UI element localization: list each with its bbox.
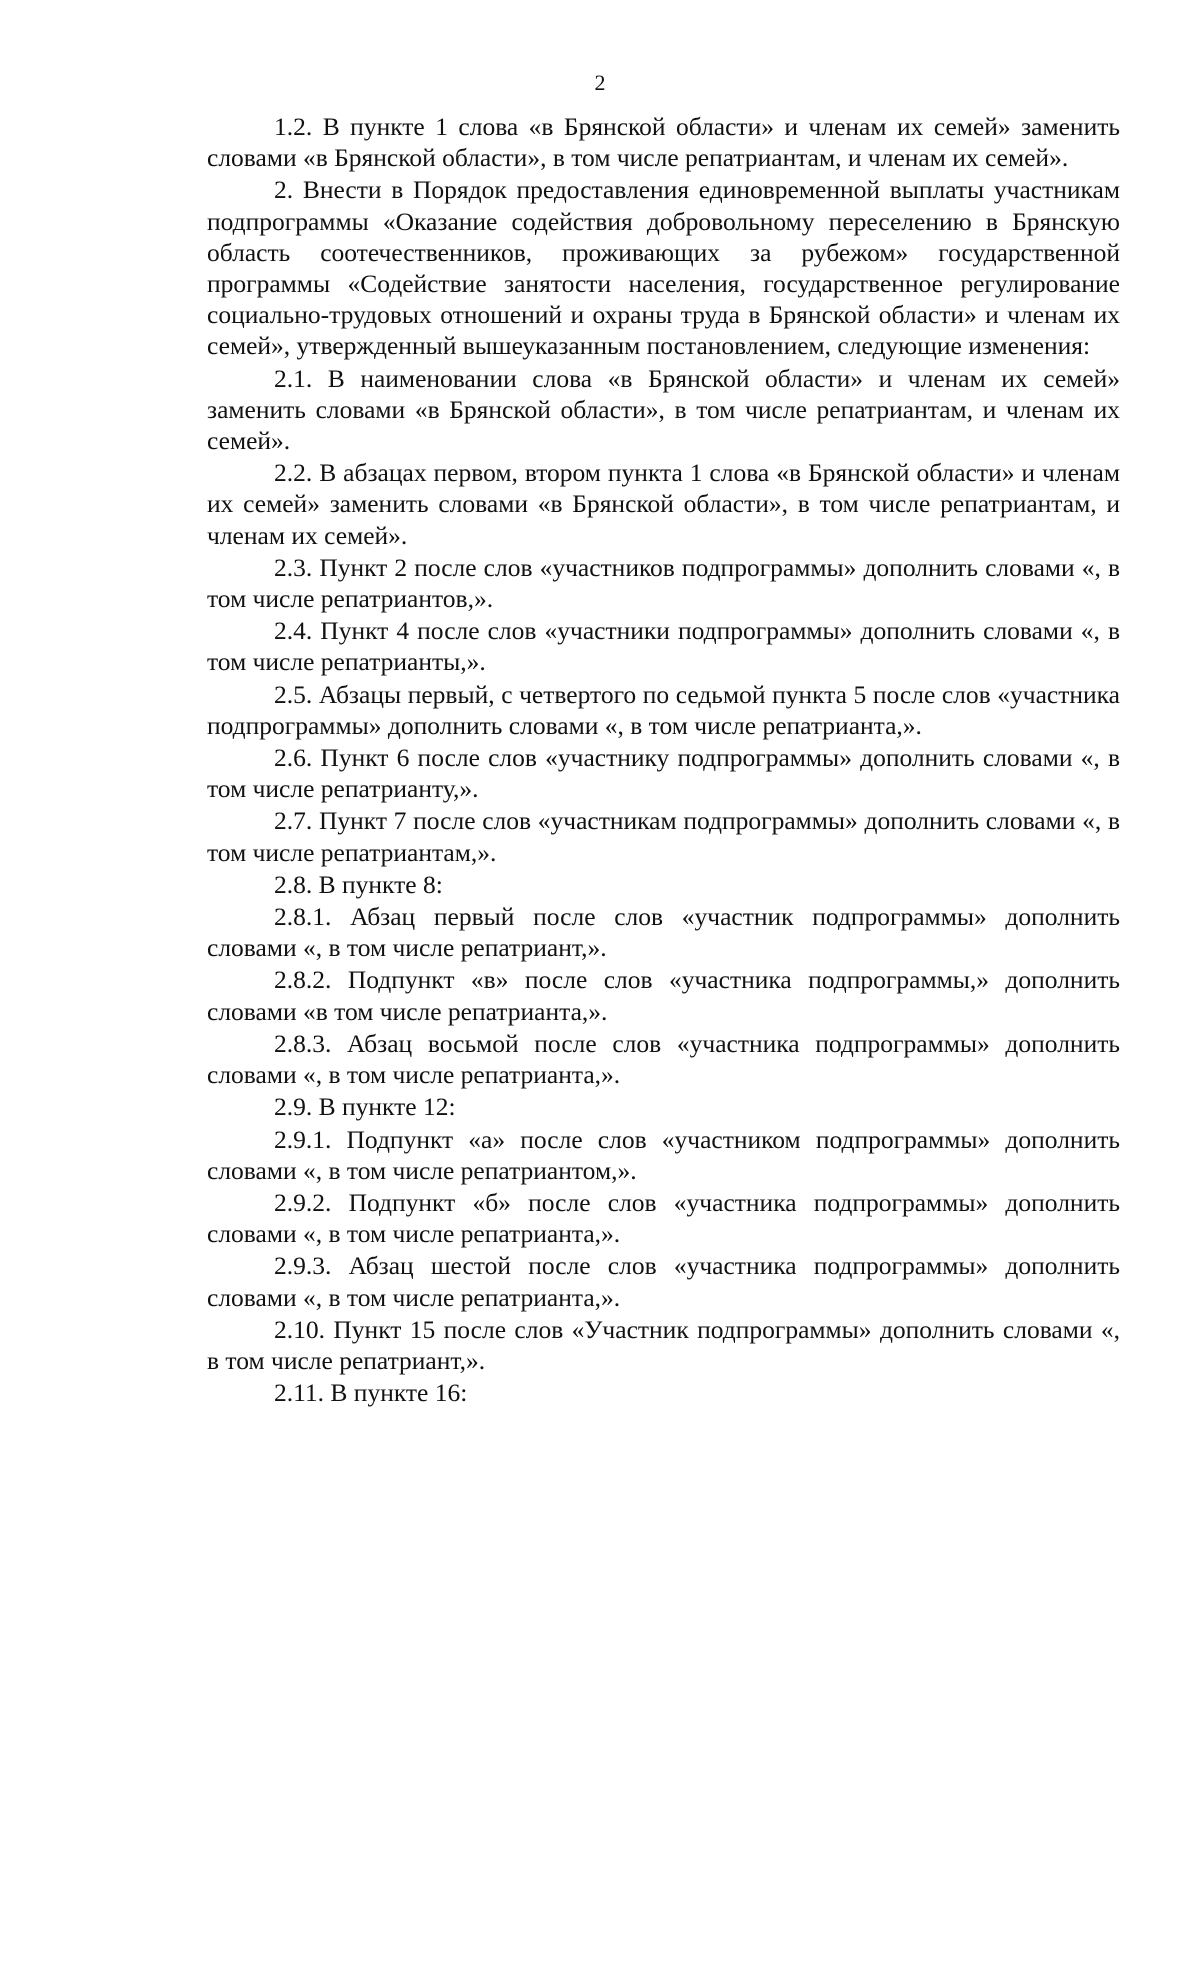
paragraph-2-10: 2.10. Пункт 15 после слов «Участник подпрограммы» дополнить словами «, в том числе репатриант,». — [207, 1314, 1120, 1375]
paragraph-2-11: 2.11. В пункте 16: — [274, 1378, 468, 1408]
paragraph-2-3: 2.3. Пункт 2 после слов «участников подпрограммы» дополнить словами «, в том числе репатриантов,». — [207, 552, 1120, 614]
paragraph-2-8-1: 2.8.1. Абзац первый после слов «участник подпрограммы» дополнить словами «, в том числе репатриант,». — [207, 902, 1120, 963]
paragraph-2-9: 2.9. В пункте 12: — [274, 1092, 456, 1122]
paragraph-2-8-3: 2.8.3. Абзац восьмой после слов «участника подпрограммы» дополнить словами «, в том числе репатрианта,». — [207, 1028, 1120, 1090]
paragraph-2-1: 2.1. В наименовании слова «в Брянской области» и членам их семей» заменить словами «в Брянской области», в том числе репатриантам, и членам их семей». — [207, 363, 1120, 456]
paragraph-1-2: 1.2. В пункте 1 слова «в Брянской области» и членам их семей» заменить словами «в Брянской области», в том числе репатриантам, и членам их семей». — [207, 112, 1120, 173]
page-number: 2 — [594, 70, 606, 95]
paragraph-2-8: 2.8. В пункте 8: — [274, 869, 443, 899]
paragraph-2-4: 2.4. Пункт 4 после слов «участники подпрограммы» дополнить словами «, в том числе репатрианты,». — [207, 616, 1120, 677]
paragraph-2-9-3: 2.9.3. Абзац шестой после слов «участника подпрограммы» дополнить словами «, в том числе репатрианта,». — [207, 1251, 1120, 1312]
paragraph-2-8-2: 2.8.2. Подпункт «в» после слов «участника подпрограммы,» дополнить словами «в том числе репатрианта,». — [207, 965, 1120, 1026]
paragraph-2-6: 2.6. Пункт 6 после слов «участнику подпрограммы» дополнить словами «, в том числе репатрианту,». — [207, 743, 1120, 804]
paragraph-2-5: 2.5. Абзацы первый, с четвертого по седьмой пункта 5 после слов «участника подпрограммы» дополнить словами «, в том числе репатрианта,». — [207, 679, 1120, 740]
paragraph-2-9-1: 2.9.1. Подпункт «а» после слов «участником подпрограммы» дополнить словами «, в том числе репатриантом,». — [207, 1124, 1120, 1185]
paragraph-2-9-2: 2.9.2. Подпункт «б» после слов «участника подпрограммы» дополнить словами «, в том числе репатрианта,». — [207, 1187, 1120, 1249]
paragraph-2: 2. Внести в Порядок предоставления единовременной выплаты участникам подпрограммы «Оказание содействия добровольному переселению в Брянскую область соотечественников, проживающих за рубежом» государственной программы «Содействие занятости населения, государственное регулирование социально-трудовых отношений и охраны труда в Брянской области» и членам их семей», утвержденный вышеуказанным постановлением, следующие изменения: — [207, 175, 1120, 361]
paragraph-2-2: 2.2. В абзацах первом, втором пункта 1 слова «в Брянской области» и членам их семей» заменить словами «в Брянской области», в том числе репатриантам, и членам их семей». — [207, 458, 1120, 550]
document-body — [207, 111, 1120, 1408]
paragraph-2-7: 2.7. Пункт 7 после слов «участникам подпрограммы» дополнить словами «, в том числе репатриантам,». — [207, 806, 1120, 867]
